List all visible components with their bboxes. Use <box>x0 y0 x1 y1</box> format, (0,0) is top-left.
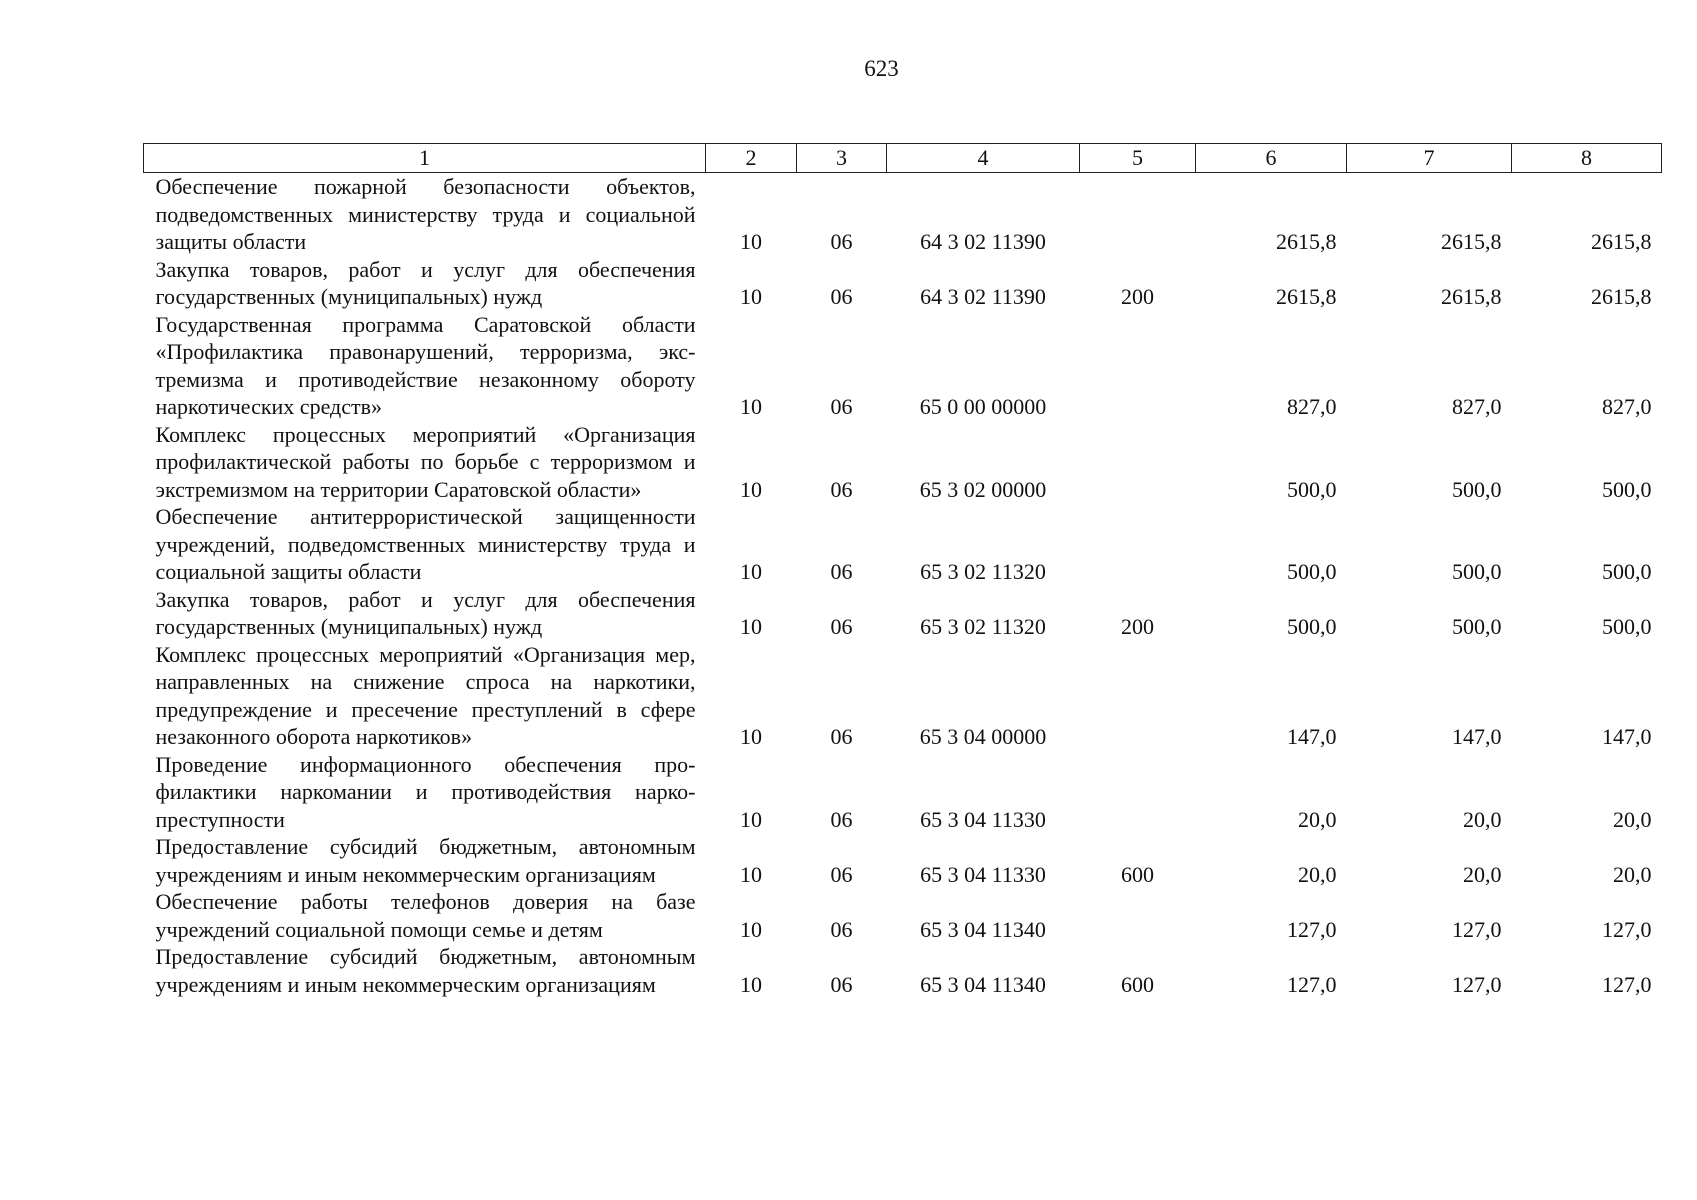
amount-col-7: 500,0 <box>1452 476 1502 502</box>
section-code: 10 <box>740 229 762 254</box>
target-article-code: 65 3 02 00000 <box>919 476 1047 502</box>
column-header-7: 7 <box>1347 144 1512 173</box>
section-code: 10 <box>740 806 762 832</box>
amount-col-8: 500,0 <box>1602 476 1652 502</box>
target-article-code: 65 3 02 11320 <box>920 559 1046 584</box>
item-name: Проведение информационного обеспечения профилактики наркомании и противодействия наркопреступности <box>155 751 696 832</box>
target-article-code: 65 3 04 00000 <box>919 724 1047 749</box>
section-code: 10 <box>740 559 762 584</box>
amount-col-7: 827,0 <box>1452 394 1502 419</box>
expense-type-code <box>1080 888 1196 943</box>
section-code: 10 <box>740 861 762 887</box>
expense-type-code <box>1080 641 1196 751</box>
table-row <box>144 641 1662 751</box>
subsection-code: 06 <box>830 284 853 309</box>
table-row <box>144 943 1662 998</box>
amount-col-7: 147,0 <box>1452 724 1502 749</box>
column-header-5: 5 <box>1080 144 1196 173</box>
amount-col-6: 2615,8 <box>1276 229 1337 254</box>
column-header-1: 1 <box>144 144 706 173</box>
target-article-code: 65 3 04 11330 <box>920 806 1046 832</box>
amount-col-6: 20,0 <box>1298 861 1337 887</box>
subsection-code: 06 <box>830 971 853 997</box>
amount-col-8: 2615,8 <box>1591 229 1652 254</box>
item-name: Закупка товаров, работ и услуг для обеспечения государственных (муниципальных) нужд <box>155 586 696 639</box>
amount-col-8: 20,0 <box>1613 861 1652 887</box>
target-article-code: 64 3 02 11390 <box>920 229 1046 254</box>
amount-col-7: 2615,8 <box>1441 229 1502 254</box>
amount-col-6: 500,0 <box>1287 559 1337 584</box>
table-row <box>144 503 1662 586</box>
section-code: 10 <box>740 394 762 419</box>
amount-col-7: 20,0 <box>1463 806 1502 832</box>
item-name: Закупка товаров, работ и услуг для обеспечения государственных (муниципальных) нужд <box>155 256 696 309</box>
amount-col-7: 127,0 <box>1452 916 1502 942</box>
amount-col-8: 500,0 <box>1602 614 1652 639</box>
column-header-2: 2 <box>706 144 797 173</box>
expense-type-code: 200 <box>1121 614 1154 639</box>
item-name: Обеспечение антитеррористической защищенности учреждений, подведомственных министерству труда и социальной защиты области <box>155 504 696 584</box>
subsection-code: 06 <box>830 614 853 639</box>
subsection-code: 06 <box>830 229 853 254</box>
amount-col-6: 2615,8 <box>1276 284 1337 309</box>
amount-col-6: 500,0 <box>1287 476 1337 502</box>
expense-type-code <box>1080 503 1196 586</box>
subsection-code: 06 <box>830 806 853 832</box>
table-row <box>144 833 1662 888</box>
section-code: 10 <box>740 916 762 942</box>
target-article-code: 65 0 00 00000 <box>919 394 1047 419</box>
amount-col-6: 147,0 <box>1287 724 1337 749</box>
amount-col-8: 147,0 <box>1602 724 1652 749</box>
expense-type-code: 200 <box>1121 284 1154 309</box>
target-article-code: 65 3 04 11340 <box>920 916 1046 942</box>
amount-col-8: 127,0 <box>1602 916 1652 942</box>
expense-type-code: 600 <box>1121 861 1154 887</box>
table-row <box>144 751 1662 834</box>
column-header-4: 4 <box>887 144 1080 173</box>
amount-col-7: 127,0 <box>1452 971 1502 997</box>
item-name: Обеспечение пожарной безопасности объектов, подведомственных министерству труда и социальной защиты области <box>155 174 696 254</box>
column-header-6: 6 <box>1196 144 1347 173</box>
expense-type-code: 600 <box>1121 971 1154 997</box>
subsection-code: 06 <box>830 476 853 502</box>
subsection-code: 06 <box>830 916 853 942</box>
section-code: 10 <box>740 724 762 749</box>
amount-col-7: 20,0 <box>1463 861 1502 887</box>
item-name: Комплекс процессных мероприятий «Организация профилактической работы по борьбе с терроризмом и экстремизмом на территории Саратовской области» <box>155 421 696 502</box>
section-code: 10 <box>740 614 762 639</box>
table-row <box>144 173 1662 256</box>
amount-col-8: 20,0 <box>1613 806 1652 832</box>
amount-col-7: 500,0 <box>1452 614 1502 639</box>
section-code: 10 <box>740 971 762 997</box>
amount-col-6: 127,0 <box>1287 971 1337 997</box>
expense-type-code <box>1080 751 1196 834</box>
subsection-code: 06 <box>830 724 853 749</box>
amount-col-8: 127,0 <box>1602 971 1652 997</box>
amount-col-7: 500,0 <box>1452 559 1502 584</box>
section-code: 10 <box>740 476 762 502</box>
amount-col-8: 2615,8 <box>1591 284 1652 309</box>
section-code: 10 <box>740 284 762 309</box>
amount-col-6: 20,0 <box>1298 806 1337 832</box>
item-name: Предоставление субсидий бюджетным, автономным учреждениям и иным некоммерческим организациям <box>155 834 696 887</box>
target-article-code: 65 3 04 11340 <box>920 971 1046 997</box>
target-article-code: 64 3 02 11390 <box>920 284 1046 309</box>
budget-table <box>143 143 1662 998</box>
amount-col-8: 500,0 <box>1602 559 1652 584</box>
expense-type-code <box>1080 421 1196 504</box>
target-article-code: 65 3 04 11330 <box>920 861 1046 887</box>
header-row <box>144 144 1662 173</box>
item-name: Государственная программа Саратовской области «Профилактика правонарушений, терроризма, экстремизма и противодействие незаконному обороту наркотических средств» <box>155 311 696 419</box>
item-name: Комплекс процессных мероприятий «Организация мер, направленных на снижение спроса на наркотики, предупреждение и пресечение преступлений в сфере незаконного оборота наркотиков» <box>155 641 696 749</box>
subsection-code: 06 <box>830 394 853 419</box>
item-name: Предоставление субсидий бюджетным, автономным учреждениям и иным некоммерческим организациям <box>155 944 696 997</box>
column-header-8: 8 <box>1512 144 1662 173</box>
subsection-code: 06 <box>830 559 853 584</box>
table-row <box>144 256 1662 311</box>
expense-type-code <box>1080 173 1196 256</box>
expense-type-code <box>1080 311 1196 421</box>
amount-col-6: 500,0 <box>1287 614 1337 639</box>
target-article-code: 65 3 02 11320 <box>920 614 1046 639</box>
table-row <box>144 311 1662 421</box>
amount-col-7: 2615,8 <box>1441 284 1502 309</box>
table-body <box>144 173 1662 999</box>
column-header-3: 3 <box>797 144 887 173</box>
item-name: Обеспечение работы телефонов доверия на базе учреждений социальной помощи семье и детям <box>155 889 696 942</box>
page-number: 623 <box>864 56 899 81</box>
table-row <box>144 421 1662 504</box>
table-row <box>144 888 1662 943</box>
table-row <box>144 586 1662 641</box>
amount-col-6: 127,0 <box>1287 916 1337 942</box>
table-header <box>144 144 1662 173</box>
amount-col-6: 827,0 <box>1287 394 1337 419</box>
amount-col-8: 827,0 <box>1602 394 1652 419</box>
subsection-code: 06 <box>830 861 853 887</box>
